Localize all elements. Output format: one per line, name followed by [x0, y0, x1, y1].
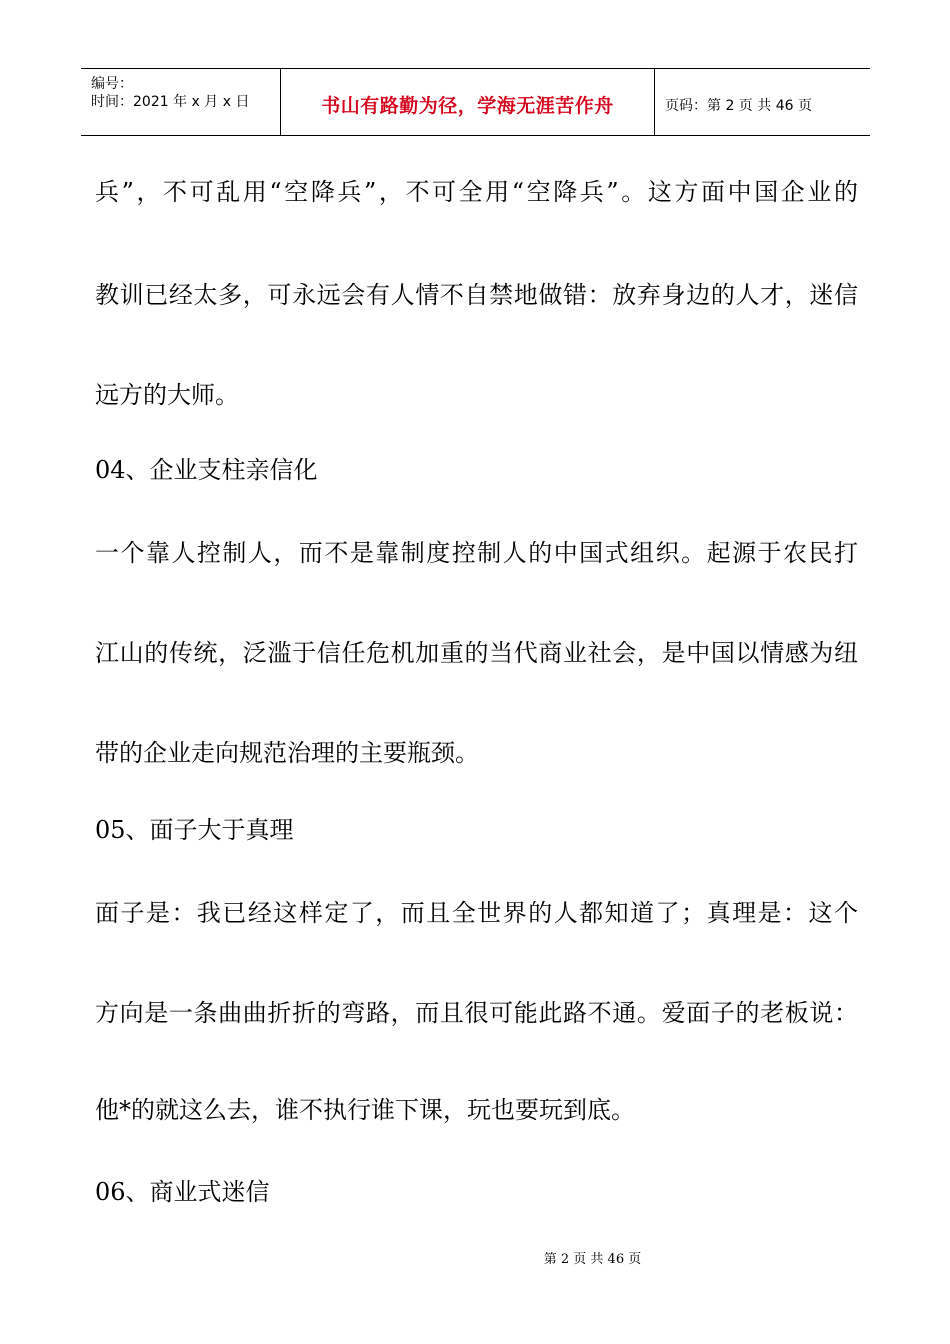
header-page-cell	[655, 69, 870, 135]
body-line: 面子是：我已经这样定了，而且全世界的人都知道了；真理是：这个	[95, 899, 858, 927]
body-line: 他*的就这么去，谁不执行谁下课，玩也要玩到底。	[95, 1096, 635, 1124]
section-heading: 06、商业式迷信	[95, 1178, 270, 1206]
body-line: 江山的传统，泛滥于信任危机加重的当代商业社会，是中国以情感为纽	[95, 639, 858, 667]
page-footer	[0, 1248, 950, 1267]
doc-number-label: 编号：	[91, 76, 133, 92]
body-line: 带的企业走向规范治理的主要瓶颈。	[95, 739, 479, 767]
page-header	[81, 68, 870, 136]
header-motto: 书山有路勤为径，学海无涯苦作舟	[321, 95, 614, 117]
header-meta-cell	[81, 69, 281, 135]
body-line: 远方的大师。	[95, 381, 239, 409]
body-line: 方向是一条曲曲折折的弯路，而且很可能此路不通。爱面子的老板说：	[95, 999, 858, 1027]
doc-date-label: 时间：2021 年 x 月 x 日	[91, 94, 250, 110]
body-line: 教训已经太多，可永远会有人情不自禁地做错：放弃身边的人才，迷信	[95, 281, 858, 309]
footer-page-label: 第 2 页 共 46 页	[543, 1252, 642, 1267]
header-page-info: 页码：第 2 页 共 46 页	[665, 98, 812, 114]
header-motto-cell	[281, 69, 655, 135]
body-line: 一个靠人控制人，而不是靠制度控制人的中国式组织。起源于农民打	[95, 539, 858, 567]
section-heading: 05、面子大于真理	[95, 816, 294, 844]
section-heading: 04、企业支柱亲信化	[95, 456, 318, 484]
body-line: 兵”，不可乱用“空降兵”，不可全用“空降兵”。这方面中国企业的	[95, 178, 858, 206]
